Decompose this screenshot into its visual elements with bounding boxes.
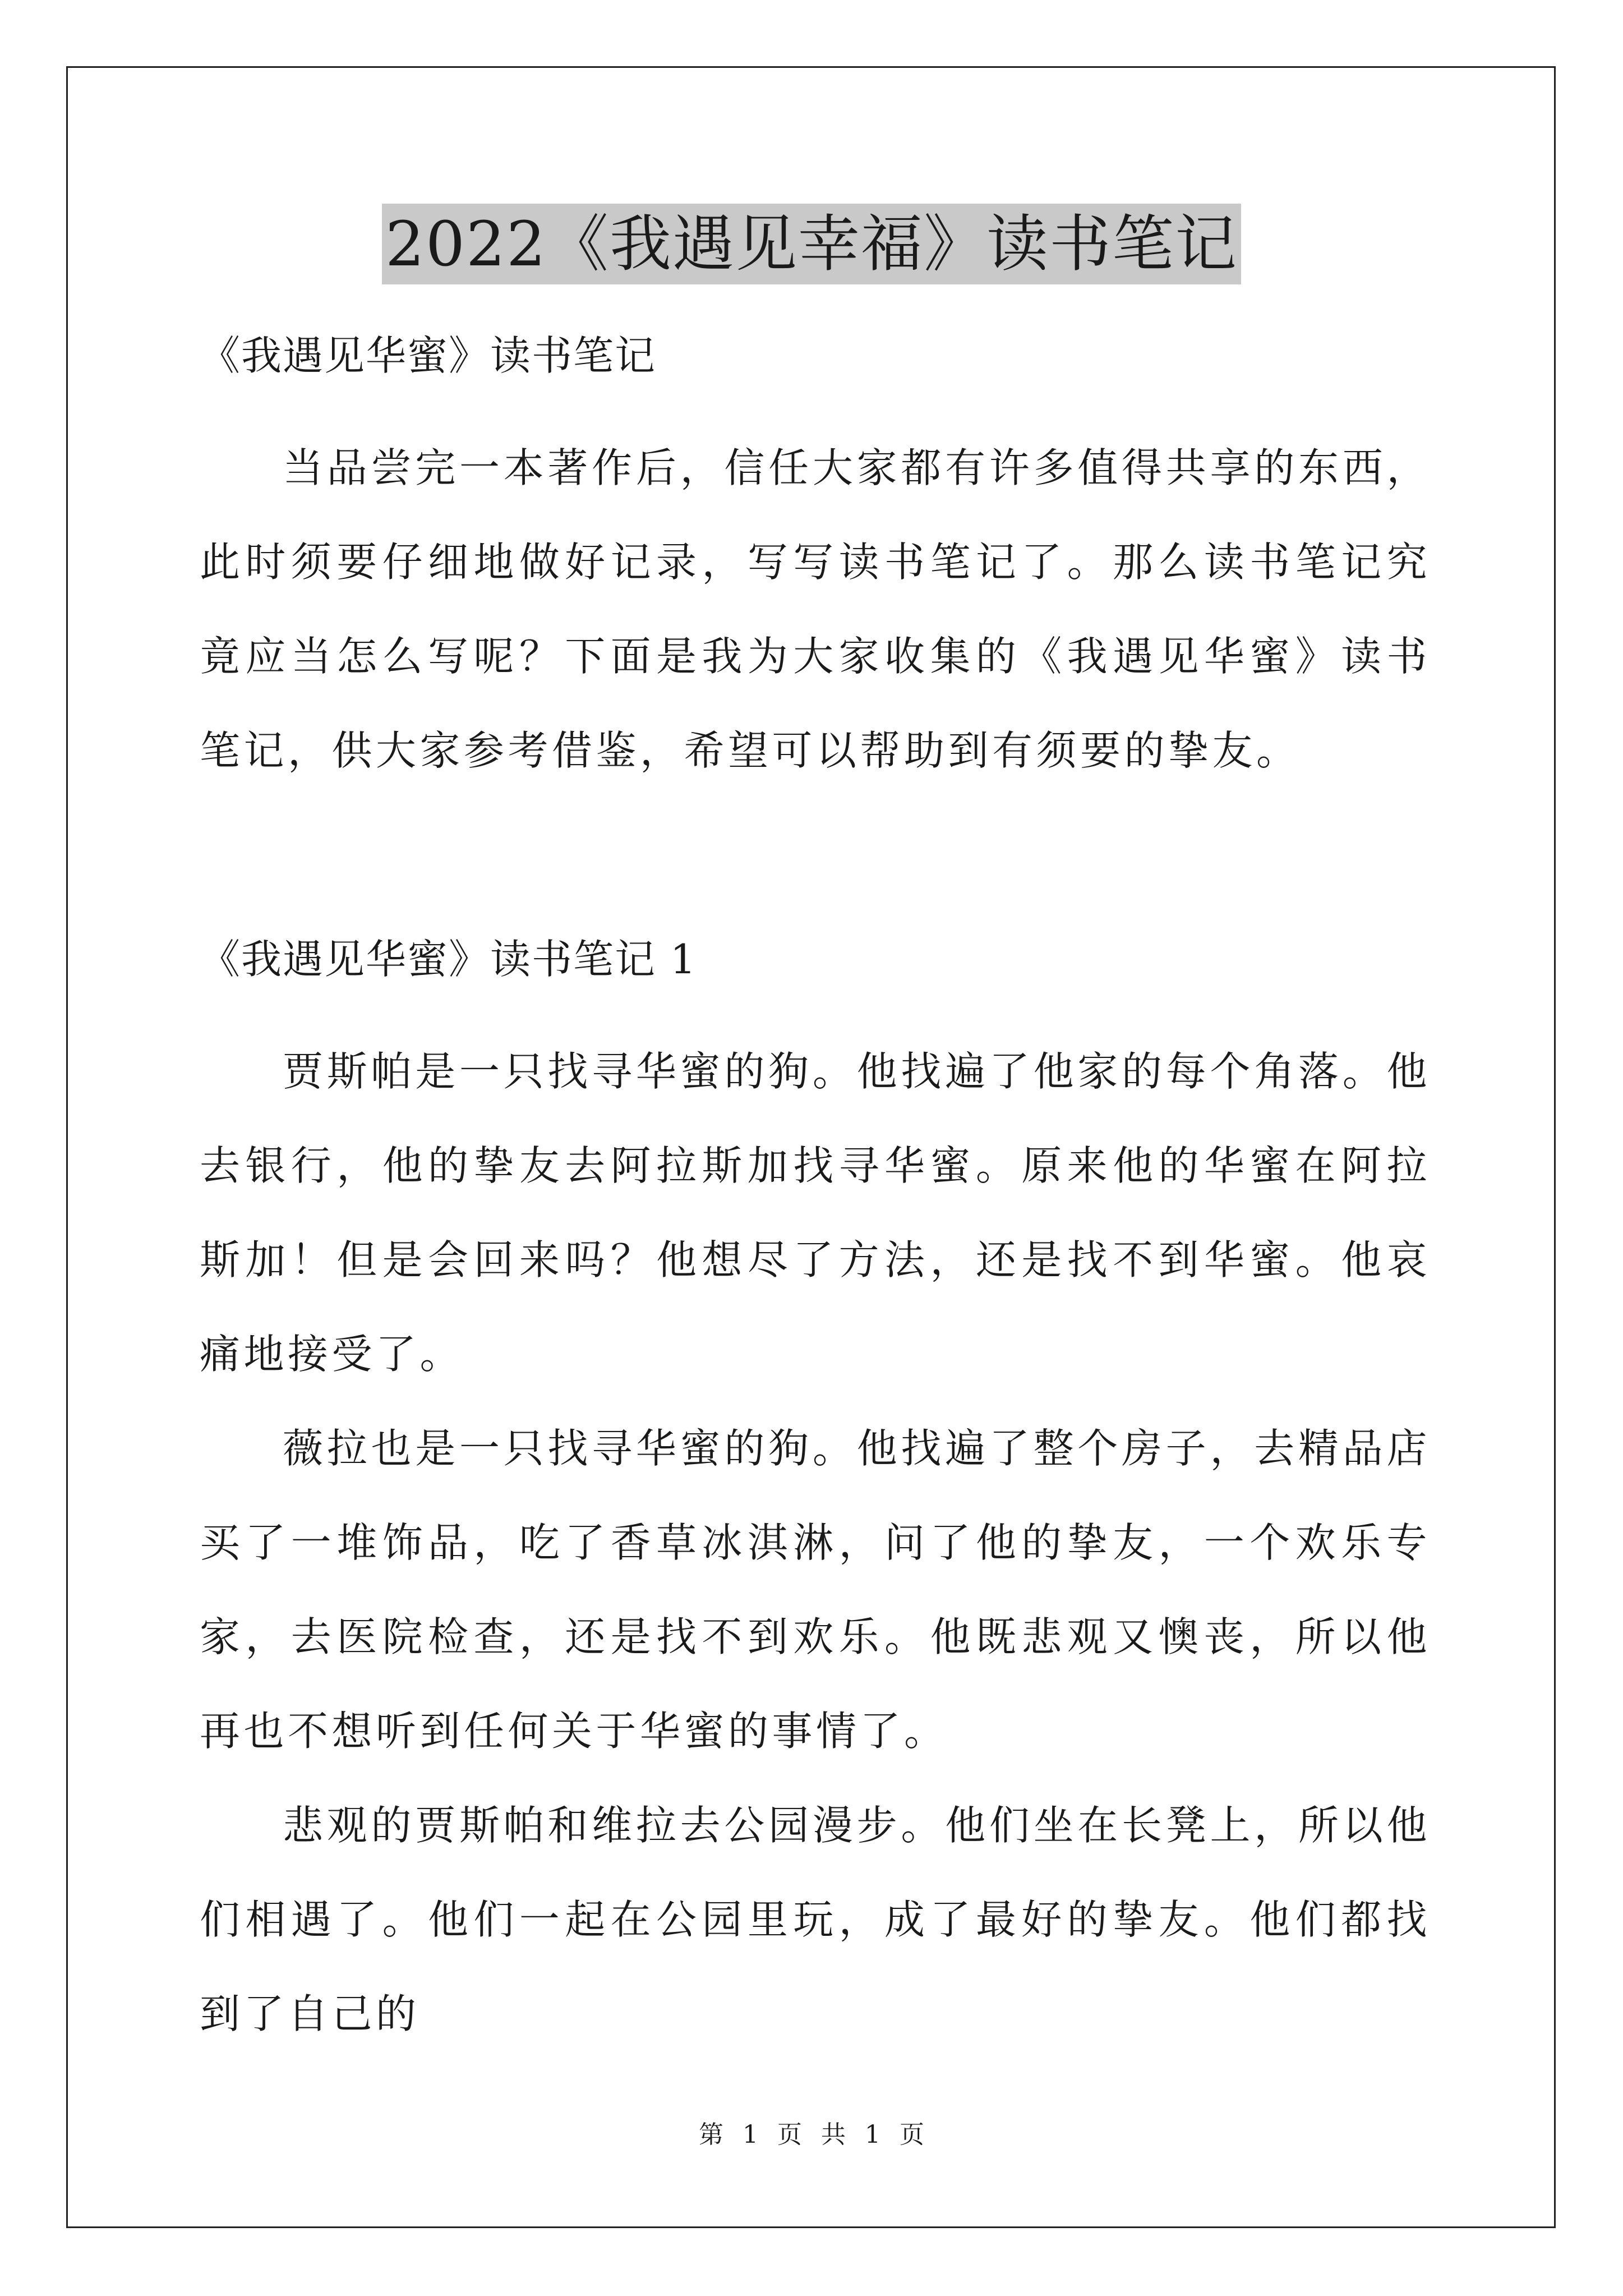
section1-paragraph-1: 贾斯帕是一只找寻华蜜的狗。他找遍了他家的每个角落。他去银行，他的挚友去阿拉斯加找寻华蜜。原来他的华蜜在阿拉斯加！但是会回来吗？他想尽了方法，还是找不到华蜜。他哀痛地接受了。 <box>200 1048 1431 1378</box>
section1-paragraph-3: 悲观的贾斯帕和维拉去公园漫步。他们坐在长凳上，所以他们相遇了。他们一起在公园里玩，成了最好的挚友。他们都找到了自己的 <box>200 1802 1431 2037</box>
page-footer: 第 1 页 共 1 页 <box>699 2120 924 2149</box>
intro-paragraph: 当品尝完一本著作后，信任大家都有许多值得共享的东西，此时须要仔细地做好记录，写写读书笔记了。那么读书笔记究竟应当怎么写呢？下面是我为大家收集的《我遇见华蜜》读书笔记，供大家参考借鉴，希望可以帮助到有须要的挚友。 <box>200 444 1431 774</box>
document-title-text: 2022《我遇见幸福》读书笔记 <box>382 204 1241 284</box>
document-body <box>200 312 1431 2061</box>
section1-paragraph-2: 薇拉也是一只找寻华蜜的狗。他找遍了整个房子，去精品店买了一堆饰品，吃了香草冰淇淋，问了他的挚友，一个欢乐专家，去医院检查，还是找不到欢乐。他既悲观又懊丧，所以他再也不想听到任何关于华蜜的事情了。 <box>200 1425 1431 1755</box>
document-title <box>0 202 1623 286</box>
intro-heading: 《我遇见华蜜》读书笔记 <box>200 332 657 379</box>
section1-heading: 《我遇见华蜜》读书笔记 1 <box>200 936 697 983</box>
